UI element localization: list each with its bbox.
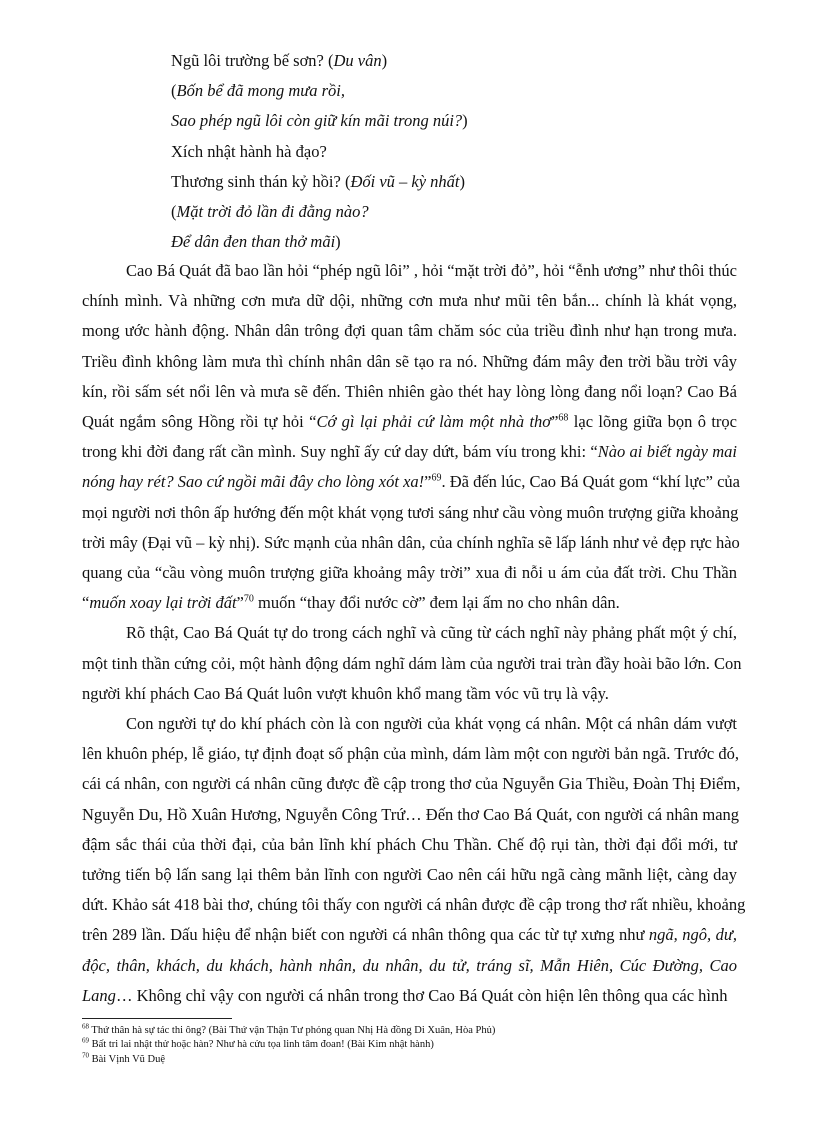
italic-text: muốn xoay lại trời đất <box>89 593 237 613</box>
italic-text: độc, thân, khách, du khách, hành nhân, du nhân, du tử, tráng sĩ, Mẫn Hiên, Cúc Đường, Cao <box>82 955 737 975</box>
text-run: . Đã đến lúc, Cao Bá Quát gom “khí lực” của <box>441 472 740 492</box>
italic-text: nóng hay rét? Sao cứ ngồi mãi đây cho lòng xót xa! <box>82 472 425 492</box>
text-run: chính mình. Và những cơn mưa dữ dội, những cơn mưa như mũi tên bắn... chính là khát vọng, <box>82 291 737 311</box>
text-run: tưởng tiến bộ lấn sang lại thêm bản lĩnh con người Cao nên cái hữu ngã càng mãnh liệt, càng day <box>82 865 737 885</box>
text-line <box>82 679 737 709</box>
italic-text: Cớ gì lại phải cứ làm một nhà thơ <box>316 412 552 432</box>
text-run: ” <box>236 593 244 613</box>
text-line <box>82 437 737 467</box>
text-line <box>82 739 737 769</box>
text-line <box>82 347 737 377</box>
text-run: Xích nhật hành hà đạo? <box>171 141 327 161</box>
text-run: mọi người nơi thôn ấp hướng đến một khát vọng tươi sáng như cầu vòng muôn trượng giữa khoảng <box>82 502 739 522</box>
text-run: Con người tự do khí phách còn là con người của khát vọng cá nhân. Một cá nhân dám vượt <box>126 714 737 734</box>
footnote-ref: 69 <box>431 472 442 484</box>
text-run: ” <box>551 412 559 432</box>
poem-line <box>171 137 751 167</box>
body-text <box>82 256 746 1011</box>
text-run: ) <box>381 51 388 70</box>
footnote-ref: 68 <box>558 412 569 424</box>
text-line <box>82 407 737 437</box>
text-line <box>82 558 737 588</box>
footnote-text: Bài Vịnh Vũ Duệ <box>89 1053 166 1065</box>
text-line <box>82 920 737 950</box>
poem-line <box>171 106 751 136</box>
italic-text: Để dân đen than thở mãi <box>171 232 336 252</box>
text-line <box>82 800 740 830</box>
poem-excerpt <box>171 46 751 257</box>
italic-text: Mặt trời đỏ lần đi đằng nào? <box>176 201 369 221</box>
text-run: kín, rồi sấm sét nổi lên và mưa sẽ đến. Thiên nhiên gào thét hay lòng lòng đang nổi loạn? Cao Bá <box>82 381 737 401</box>
footnote-number: 68 <box>82 1022 89 1031</box>
text-line <box>82 618 737 648</box>
text-line <box>82 830 737 860</box>
text-line <box>82 256 737 286</box>
poem-line <box>171 227 751 257</box>
text-run: Ngũ lôi trường bế sơn? ( <box>171 51 334 70</box>
italic-text: Lang <box>82 985 116 1005</box>
text-line <box>82 981 737 1011</box>
italic-text: Đối vũ – kỳ nhất <box>350 171 460 191</box>
text-run: quang của “cầu vòng muôn trượng giữa khoảng mây trời” xua đi nỗi u ám của đất trời. Chu Thần <box>82 563 737 583</box>
text-line <box>82 528 740 558</box>
text-run: trên 289 lần. Dấu hiệu để nhận biết con người cá nhân thông qua các từ tự xưng như <box>82 925 649 945</box>
text-run: lạc lõng giữa bọn ô trọc <box>568 412 737 432</box>
text-run: ) <box>335 232 341 252</box>
footnote <box>82 1024 737 1038</box>
text-run: lên khuôn phép, lễ giáo, tự định đoạt số phận của mình, dám làm một con người bản ngã. Trước đó, <box>82 744 739 764</box>
italic-text: Du vân <box>333 51 382 70</box>
text-line <box>82 890 746 920</box>
poem-line <box>171 167 751 197</box>
text-line <box>82 709 737 739</box>
footnote-text: Thứ thân hà sự tác thi ông? (Bài Thứ vận Thận Tư phỏng quan Nhị Hà đồng Di Xuân, Hòa Phủ) <box>89 1025 496 1036</box>
text-line <box>82 316 737 346</box>
poem-line <box>171 46 751 76</box>
text-line <box>82 951 737 981</box>
footnote-ref: 70 <box>243 593 254 605</box>
text-line <box>82 588 737 618</box>
text-run: trong khi đời đang rất cần mình. Suy nghĩ ấy cứ day dứt, bám víu trong khi: “ <box>82 442 598 462</box>
text-run: … Không chỉ vậy con người cá nhân trong thơ Cao Bá Quát còn hiện lên thông qua các hình <box>115 985 728 1005</box>
text-run: ( <box>171 201 177 221</box>
text-run: Cao Bá Quát đã bao lần hỏi “phép ngũ lôi” , hỏi “mặt trời đỏ”, hỏi “ễnh ương” như thôi thúc <box>126 261 737 280</box>
footnote-text: Bất tri lai nhật thử hoặc hàn? Như hà cửu tọa linh tâm đoan! (Bài Kim nhật hành) <box>89 1039 434 1051</box>
text-run: Nguyễn Du, Hồ Xuân Hương, Nguyễn Công Trứ… Đến thơ Cao Bá Quát, con người cá nhân mang <box>82 804 740 824</box>
text-run: “ <box>82 593 90 613</box>
footnote-number: 70 <box>82 1051 89 1060</box>
text-run: Thương sinh thán kỷ hồi? ( <box>171 171 351 191</box>
poem-line <box>171 76 751 106</box>
paragraph <box>82 709 746 1011</box>
text-run: Triều đình không làm mưa thì chính nhân dân sẽ tạo ra nó. Những đám mây đen trời bầu trời vây <box>82 351 737 371</box>
text-line <box>82 467 740 497</box>
text-run: cái cá nhân, con người cá nhân cũng được đề cập trong thơ của Nguyễn Gia Thiều, Đoàn Thị Điểm, <box>82 774 741 794</box>
footnote-number: 69 <box>82 1036 89 1045</box>
text-run: muốn “thay đổi nước cờ” đem lại ấm no cho nhân dân. <box>253 593 620 613</box>
text-line <box>82 860 737 890</box>
text-run: ) <box>459 171 465 191</box>
italic-text: Bốn bể đã mong mưa rồi, <box>176 81 345 101</box>
paragraph <box>82 256 740 618</box>
text-run: ” <box>424 472 432 492</box>
text-run: dứt. Khảo sát 418 bài thơ, chúng tôi thấy con người cá nhân được đề cập trong thơ rất nhiều, khoảng <box>82 895 746 915</box>
text-line <box>82 377 737 407</box>
poem-line <box>171 197 751 227</box>
footnote <box>82 1038 737 1052</box>
footnote-separator <box>82 1018 232 1019</box>
italic-text: ngã, ngô, dư, <box>648 925 738 945</box>
text-line <box>82 286 737 316</box>
italic-text: Nào ai biết ngày mai <box>597 442 738 462</box>
text-run: mong ước hành động. Nhân dân trông đợi quan tâm chăm sóc của triều đình như hạn trong mưa. <box>82 321 737 341</box>
text-line <box>82 769 741 799</box>
paragraph <box>82 618 742 709</box>
text-run: Rõ thật, Cao Bá Quát tự do trong cách nghĩ và cũng từ cách nghĩ này phảng phất một ý chí, <box>126 623 737 643</box>
text-run: Quát ngắm sông Hồng rồi tự hỏi “ <box>82 412 317 432</box>
text-run: đậm sắc thái của thời đại, của bản lĩnh khí phách Chu Thần. Chế độ rụi tàn, thời đại đổi mới, tư <box>82 834 737 854</box>
text-run: người khí phách Cao Bá Quát luôn vượt khuôn khổ mang tầm vóc vũ trụ là vậy. <box>82 683 609 703</box>
text-run: trời mây (Đại vũ – kỳ nhị). Sức mạnh của nhân dân, của chính nghĩa sẽ lấp lánh như vẻ đẹp rực hào <box>82 532 740 552</box>
text-run: một tinh thần cứng cỏi, một hành động dám nghĩ dám làm của người trai tràn đầy hoài bão lớn. Con <box>82 653 742 673</box>
text-line <box>82 649 742 679</box>
footnotes <box>82 1024 737 1067</box>
footnote <box>82 1053 737 1067</box>
text-line <box>82 498 737 528</box>
italic-text: Sao phép ngũ lôi còn giữ kín mãi trong núi? <box>171 111 463 131</box>
text-run: ( <box>171 81 177 101</box>
text-run: ) <box>462 111 468 131</box>
